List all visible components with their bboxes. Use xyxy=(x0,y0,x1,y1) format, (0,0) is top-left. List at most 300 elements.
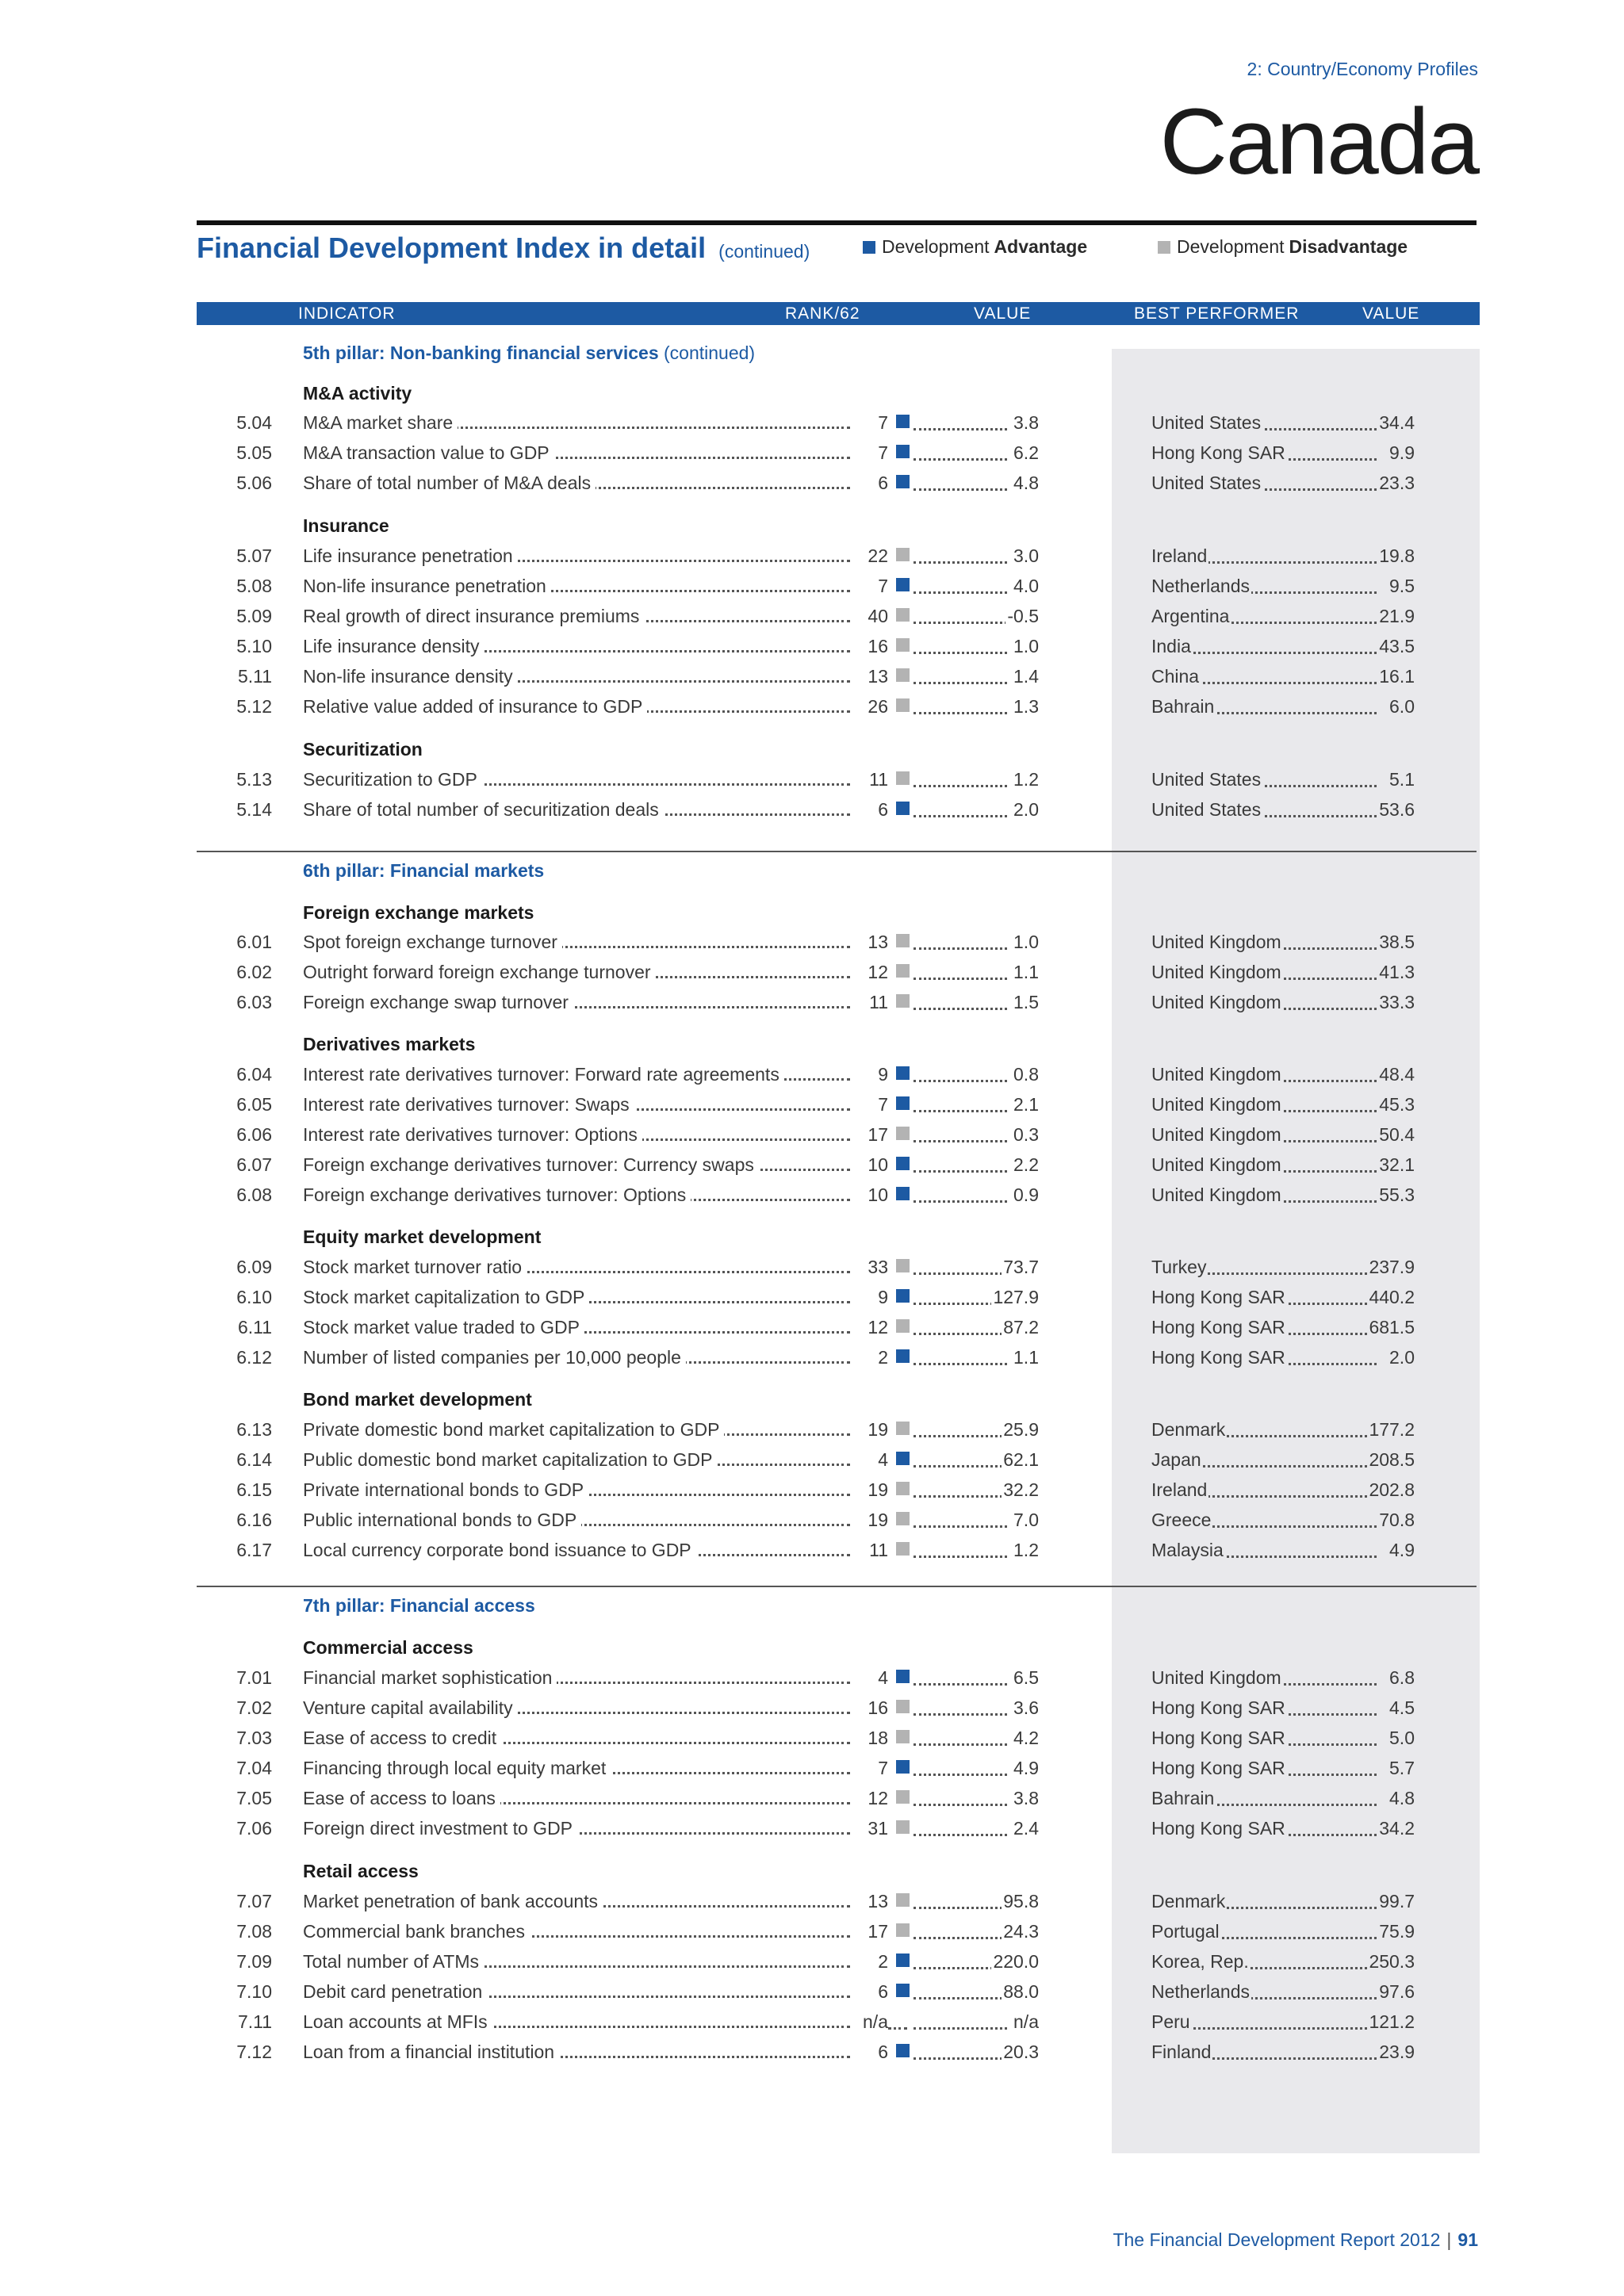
advantage-square-icon xyxy=(896,1096,910,1110)
table-row xyxy=(0,1782,1624,1812)
indicator-rank-cell xyxy=(303,576,888,597)
leader-dots xyxy=(914,1333,1007,1335)
indicator-code: 5.14 xyxy=(236,799,272,820)
leader-dots xyxy=(914,1937,1007,1939)
leader-dots xyxy=(914,682,1007,684)
indicator-value: 88.0 xyxy=(1003,1981,1039,2002)
group-heading: Equity market development xyxy=(303,1226,542,1247)
indicator-value: 3.6 xyxy=(1013,1697,1039,1718)
indicator-rank: 7 xyxy=(852,412,888,434)
best-performer-name: United States xyxy=(1151,769,1262,790)
table-row xyxy=(0,1089,1624,1119)
footer-divider: | xyxy=(1446,2229,1452,2250)
table-row xyxy=(0,1504,1624,1534)
table-row xyxy=(0,437,1624,467)
legend-advantage-prefix: Development xyxy=(882,236,990,257)
best-performer-name: United Kingdom xyxy=(1151,1094,1281,1115)
leader-dots xyxy=(914,1834,1007,1836)
indicator-rank: n/a xyxy=(852,2011,888,2033)
indicator-label: Private domestic bond market capitalization to GDP xyxy=(303,1419,724,1440)
indicator-rank: 19 xyxy=(852,1510,888,1531)
pillar-separator xyxy=(197,851,1477,852)
indicator-label: Stock market turnover ratio xyxy=(303,1257,527,1277)
best-performer-name: Greece xyxy=(1151,1510,1212,1530)
leader-dots xyxy=(914,712,1007,714)
group-heading: Derivatives markets xyxy=(303,1034,476,1054)
best-performer-cell xyxy=(1151,1667,1415,1689)
table-row xyxy=(0,1885,1624,1915)
indicator-value: 25.9 xyxy=(1003,1419,1039,1440)
indicator-rank-cell xyxy=(303,932,888,953)
table-row xyxy=(0,1281,1624,1311)
leader-dots xyxy=(914,561,1007,564)
table-row xyxy=(0,2036,1624,2066)
indicator-label: Public domestic bond market capitalization to GDP xyxy=(303,1449,717,1470)
indicator-rank: 16 xyxy=(852,1697,888,1719)
indicator-code: 7.11 xyxy=(237,2011,272,2032)
indicator-rank: 11 xyxy=(852,1540,888,1561)
best-performer-cell xyxy=(1151,1257,1415,1278)
pillar-title-text: 5th pillar: Non-banking financial services xyxy=(303,342,659,363)
best-performer-cell xyxy=(1151,576,1415,597)
best-performer-value: 48.4 xyxy=(1379,1064,1415,1085)
table-row xyxy=(0,1444,1624,1474)
indicator-rank-cell xyxy=(303,1419,888,1441)
indicator-rank: 11 xyxy=(852,992,888,1013)
leader-dots xyxy=(914,652,1007,654)
indicator-value: 62.1 xyxy=(1003,1449,1039,1470)
best-performer-cell xyxy=(1151,1921,1415,1942)
indicator-rank-cell xyxy=(303,1064,888,1085)
indicator-label: Commercial bank branches xyxy=(303,1921,530,1942)
best-performer-cell xyxy=(1151,1510,1415,1531)
indicator-code: 5.11 xyxy=(237,666,272,687)
indicator-value: 2.1 xyxy=(1013,1094,1039,1115)
best-performer-cell xyxy=(1151,696,1415,718)
leader-dots xyxy=(914,1556,1007,1558)
table-row xyxy=(0,467,1624,497)
indicator-rank-cell xyxy=(303,1317,888,1338)
indicator-rank-cell xyxy=(303,1347,888,1368)
table-row xyxy=(0,600,1624,630)
table-row xyxy=(0,763,1624,794)
indicator-label: Foreign exchange derivatives turnover: Options xyxy=(303,1184,691,1205)
indicator-label: Life insurance density xyxy=(303,636,484,656)
best-performer-name: United Kingdom xyxy=(1151,1184,1281,1205)
best-performer-cell xyxy=(1151,992,1415,1013)
best-performer-cell xyxy=(1151,1317,1415,1338)
disadvantage-square-icon xyxy=(896,1482,910,1495)
best-performer-value: 34.2 xyxy=(1379,1818,1415,1839)
table-row xyxy=(0,1946,1624,1976)
best-performer-name: Hong Kong SAR xyxy=(1151,1347,1285,1368)
indicator-rank-cell xyxy=(303,1788,888,1809)
disadvantage-square-icon xyxy=(896,1542,910,1556)
best-performer-cell xyxy=(1151,1449,1415,1471)
best-performer-value: 5.7 xyxy=(1389,1758,1415,1778)
advantage-square-icon xyxy=(896,1066,910,1080)
indicator-rank: 22 xyxy=(852,545,888,567)
indicator-code: 7.04 xyxy=(236,1758,272,1778)
indicator-code: 6.02 xyxy=(236,962,272,982)
indicator-rank: 12 xyxy=(852,1788,888,1809)
indicator-rank-cell xyxy=(303,1891,888,1912)
leader-dots xyxy=(914,1170,1007,1173)
table-row xyxy=(0,926,1624,956)
indicator-rank-cell xyxy=(303,962,888,983)
disadvantage-square-icon xyxy=(896,668,910,682)
table-row xyxy=(0,1414,1624,1444)
best-performer-cell xyxy=(1151,1419,1415,1441)
table-row xyxy=(0,407,1624,437)
best-performer-name: Ireland xyxy=(1151,545,1208,566)
indicator-value: 127.9 xyxy=(993,1287,1039,1307)
best-performer-name: Turkey xyxy=(1151,1257,1207,1277)
best-performer-value: 2.0 xyxy=(1389,1347,1415,1368)
best-performer-name: United Kingdom xyxy=(1151,1064,1281,1085)
best-performer-value: 5.0 xyxy=(1389,1728,1415,1748)
leader-dots xyxy=(914,815,1007,817)
best-performer-value: 250.3 xyxy=(1369,1951,1415,1972)
table-row xyxy=(0,1179,1624,1209)
indicator-rank: 9 xyxy=(852,1287,888,1308)
advantage-square-icon xyxy=(896,1954,910,1967)
best-performer-name: Ireland xyxy=(1151,1479,1208,1500)
table-row xyxy=(0,1812,1624,1843)
indicator-rank: 6 xyxy=(852,1981,888,2003)
table-row xyxy=(0,1149,1624,1179)
best-performer-name: Peru xyxy=(1151,2011,1190,2032)
indicator-label: Stock market value traded to GDP xyxy=(303,1317,584,1337)
indicator-rank: 17 xyxy=(852,1124,888,1146)
best-performer-value: 4.9 xyxy=(1389,1540,1415,1560)
indicator-label: Non-life insurance penetration xyxy=(303,576,551,596)
indicator-rank: 16 xyxy=(852,636,888,657)
best-performer-value: 33.3 xyxy=(1379,992,1415,1012)
table-title xyxy=(197,232,810,265)
best-performer-name: Japan xyxy=(1151,1449,1201,1470)
table-row xyxy=(0,1692,1624,1722)
indicator-rank-cell xyxy=(303,1510,888,1531)
best-performer-cell xyxy=(1151,799,1415,821)
best-performer-name: Hong Kong SAR xyxy=(1151,1758,1285,1778)
indicator-label: M&A market share xyxy=(303,412,458,433)
indicator-code: 7.07 xyxy=(236,1891,272,1911)
legend-advantage xyxy=(863,236,1087,258)
section-title: 2: Country/Economy Profiles xyxy=(1247,59,1478,79)
indicator-code: 5.05 xyxy=(236,442,272,463)
indicator-value: 2.2 xyxy=(1013,1154,1039,1175)
disadvantage-square-icon xyxy=(896,1700,910,1713)
indicator-code: 5.07 xyxy=(236,545,272,566)
indicator-label: Market penetration of bank accounts xyxy=(303,1891,603,1911)
pillar-title xyxy=(303,342,755,364)
best-performer-value: 23.3 xyxy=(1379,473,1415,493)
indicator-rank-cell xyxy=(303,1981,888,2003)
best-performer-name: Denmark xyxy=(1151,1419,1226,1440)
best-performer-name: United States xyxy=(1151,412,1262,433)
indicator-value: 4.2 xyxy=(1013,1728,1039,1748)
indicator-code: 6.15 xyxy=(236,1479,272,1500)
best-performer-name: Bahrain xyxy=(1151,696,1215,717)
disadvantage-square-icon xyxy=(896,608,910,622)
indicator-rank: 18 xyxy=(852,1728,888,1749)
best-performer-cell xyxy=(1151,666,1415,687)
best-performer-name: United Kingdom xyxy=(1151,962,1281,982)
advantage-square-icon xyxy=(896,1157,910,1170)
best-performer-value: 440.2 xyxy=(1369,1287,1415,1307)
indicator-code: 6.04 xyxy=(236,1064,272,1085)
indicator-rank-cell xyxy=(303,1094,888,1115)
best-performer-cell xyxy=(1151,1697,1415,1719)
pillar-separator xyxy=(197,1586,1477,1587)
leader-dots xyxy=(914,1713,1007,1716)
best-performer-value: 53.6 xyxy=(1379,799,1415,820)
indicator-rank: 7 xyxy=(852,442,888,464)
best-performer-cell xyxy=(1151,2011,1415,2033)
best-performer-value: 50.4 xyxy=(1379,1124,1415,1145)
indicator-rank-cell xyxy=(303,1667,888,1689)
column-header-rank: RANK/62 xyxy=(785,304,860,323)
table-title-text: Financial Development Index in detail xyxy=(197,232,707,264)
leader-dots xyxy=(914,1774,1007,1776)
best-performer-name: Argentina xyxy=(1151,606,1230,626)
indicator-code: 7.08 xyxy=(236,1921,272,1942)
table-row xyxy=(0,630,1624,660)
indicator-code: 6.06 xyxy=(236,1124,272,1145)
indicator-rank: 31 xyxy=(852,1818,888,1839)
advantage-square-icon xyxy=(896,1984,910,1997)
group-heading: Retail access xyxy=(303,1861,419,1881)
best-performer-value: 6.8 xyxy=(1389,1667,1415,1688)
indicator-rank-cell xyxy=(303,1479,888,1501)
best-performer-cell xyxy=(1151,1951,1415,1973)
indicator-code: 7.09 xyxy=(236,1951,272,1972)
best-performer-cell xyxy=(1151,606,1415,627)
leader-dots xyxy=(914,1110,1007,1112)
group-heading: M&A activity xyxy=(303,383,412,404)
best-performer-name: Hong Kong SAR xyxy=(1151,1818,1285,1839)
indicator-rank: 19 xyxy=(852,1419,888,1441)
indicator-value: 1.0 xyxy=(1013,636,1039,656)
indicator-value: n/a xyxy=(1013,2011,1039,2032)
leader-dots xyxy=(914,1907,1007,1909)
pillar-title-text: 6th pillar: Financial markets xyxy=(303,860,545,881)
best-performer-cell xyxy=(1151,1981,1415,2003)
best-performer-value: 202.8 xyxy=(1369,1479,1415,1500)
indicator-label: Interest rate derivatives turnover: Forward rate agreements xyxy=(303,1064,784,1085)
indicator-code: 6.13 xyxy=(236,1419,272,1440)
indicator-label: Share of total number of M&A deals xyxy=(303,473,596,493)
indicator-value: 3.8 xyxy=(1013,412,1039,433)
indicator-label: Spot foreign exchange turnover xyxy=(303,932,562,952)
best-performer-value: 19.8 xyxy=(1379,545,1415,566)
leader-dots xyxy=(914,978,1007,980)
best-performer-name: China xyxy=(1151,666,1200,687)
leader-dots xyxy=(914,591,1007,594)
indicator-rank: 13 xyxy=(852,1891,888,1912)
disadvantage-square-icon xyxy=(896,994,910,1008)
best-performer-cell xyxy=(1151,2042,1415,2063)
indicator-label: Venture capital availability xyxy=(303,1697,518,1718)
legend-disadvantage xyxy=(1158,236,1408,258)
leader-dots xyxy=(914,1080,1007,1082)
indicator-label: M&A transaction value to GDP xyxy=(303,442,554,463)
indicator-label: Total number of ATMs xyxy=(303,1951,484,1972)
indicator-label: Local currency corporate bond issuance to GDP xyxy=(303,1540,696,1560)
best-performer-name: Hong Kong SAR xyxy=(1151,1728,1285,1748)
page-number: 91 xyxy=(1457,2229,1478,2250)
advantage-square-icon xyxy=(896,802,910,815)
indicator-value: 1.3 xyxy=(1013,696,1039,717)
best-performer-cell xyxy=(1151,1184,1415,1206)
indicator-rank-cell xyxy=(303,545,888,567)
table-row xyxy=(0,1058,1624,1089)
indicator-rank-cell xyxy=(303,1257,888,1278)
advantage-square-icon xyxy=(896,1760,910,1774)
leader-dots xyxy=(914,1495,1007,1498)
table-row xyxy=(0,1341,1624,1372)
best-performer-name: India xyxy=(1151,636,1191,656)
indicator-rank-cell xyxy=(303,992,888,1013)
table-row xyxy=(0,570,1624,600)
indicator-label: Real growth of direct insurance premiums xyxy=(303,606,644,626)
best-performer-name: Netherlands xyxy=(1151,576,1251,596)
leader-dots xyxy=(914,1683,1007,1686)
disadvantage-square-icon xyxy=(896,1512,910,1525)
indicator-value: 1.1 xyxy=(1013,962,1039,982)
indicator-code: 7.06 xyxy=(236,1818,272,1839)
best-performer-name: United Kingdom xyxy=(1151,932,1281,952)
indicator-value: 1.2 xyxy=(1013,769,1039,790)
indicator-rank: 12 xyxy=(852,962,888,983)
indicator-rank: 6 xyxy=(852,473,888,494)
best-performer-value: 9.5 xyxy=(1389,576,1415,596)
best-performer-value: 97.6 xyxy=(1379,1981,1415,2002)
indicator-code: 6.10 xyxy=(236,1287,272,1307)
leader-dots xyxy=(914,428,1007,430)
best-performer-value: 4.5 xyxy=(1389,1697,1415,1718)
legend-advantage-bold: Advantage xyxy=(994,236,1088,257)
indicator-rank: 10 xyxy=(852,1184,888,1206)
indicator-rank: 12 xyxy=(852,1317,888,1338)
indicator-code: 7.12 xyxy=(236,2042,272,2062)
indicator-label: Ease of access to loans xyxy=(303,1788,500,1808)
indicator-value: 73.7 xyxy=(1003,1257,1039,1277)
indicator-rank-cell xyxy=(303,1449,888,1471)
best-performer-value: 23.9 xyxy=(1379,2042,1415,2062)
indicator-value: 87.2 xyxy=(1003,1317,1039,1337)
indicator-code: 7.03 xyxy=(236,1728,272,1748)
leader-dots xyxy=(914,1435,1007,1437)
best-performer-value: 70.8 xyxy=(1379,1510,1415,1530)
indicator-code: 5.10 xyxy=(236,636,272,656)
best-performer-cell xyxy=(1151,1479,1415,1501)
pillar-title-text: 7th pillar: Financial access xyxy=(303,1595,535,1616)
group-heading: Bond market development xyxy=(303,1389,532,1410)
column-header-best-performer: BEST PERFORMER xyxy=(1134,304,1300,323)
indicator-value: 4.0 xyxy=(1013,576,1039,596)
indicator-code: 5.08 xyxy=(236,576,272,596)
leader-dots xyxy=(914,2057,1007,2060)
indicator-label: Life insurance penetration xyxy=(303,545,518,566)
best-performer-cell xyxy=(1151,769,1415,790)
indicator-rank-cell xyxy=(303,1540,888,1561)
best-performer-cell xyxy=(1151,636,1415,657)
leader-dots xyxy=(914,622,1007,624)
best-performer-value: 75.9 xyxy=(1379,1921,1415,1942)
indicator-value: 1.4 xyxy=(1013,666,1039,687)
group-heading: Insurance xyxy=(303,515,389,536)
table-row xyxy=(0,986,1624,1016)
indicator-value: 24.3 xyxy=(1003,1921,1039,1942)
leader-dots xyxy=(914,1363,1007,1365)
indicator-rank: 40 xyxy=(852,606,888,627)
indicator-code: 5.12 xyxy=(236,696,272,717)
indicator-code: 5.04 xyxy=(236,412,272,433)
best-performer-value: 99.7 xyxy=(1379,1891,1415,1911)
indicator-value: 1.2 xyxy=(1013,1540,1039,1560)
best-performer-name: United Kingdom xyxy=(1151,1154,1281,1175)
disadvantage-square-icon xyxy=(896,1259,910,1272)
group-heading: Securitization xyxy=(303,739,423,760)
table-row xyxy=(0,1976,1624,2006)
leader-dots xyxy=(914,947,1007,950)
disadvantage-square-icon xyxy=(896,934,910,947)
advantage-square-icon xyxy=(896,1452,910,1465)
indicator-rank: 7 xyxy=(852,1094,888,1115)
best-performer-cell xyxy=(1151,1818,1415,1839)
pillar-title xyxy=(303,1595,535,1617)
indicator-rank: 6 xyxy=(852,2042,888,2063)
best-performer-name: Hong Kong SAR xyxy=(1151,442,1285,463)
disadvantage-square-icon xyxy=(896,698,910,712)
indicator-rank-cell xyxy=(303,1728,888,1749)
indicator-label: Share of total number of securitization deals xyxy=(303,799,664,820)
indicator-code: 5.09 xyxy=(236,606,272,626)
table-row xyxy=(0,1251,1624,1281)
advantage-square-icon xyxy=(896,1289,910,1303)
table-row xyxy=(0,691,1624,721)
best-performer-name: Hong Kong SAR xyxy=(1151,1287,1285,1307)
page-footer xyxy=(1113,2229,1478,2251)
leader-dots xyxy=(914,1140,1007,1142)
best-performer-cell xyxy=(1151,1124,1415,1146)
advantage-square-icon xyxy=(896,1187,910,1200)
table-row xyxy=(0,1915,1624,1946)
indicator-rank-cell xyxy=(303,799,888,821)
indicator-rank-cell xyxy=(303,1154,888,1176)
best-performer-name: United States xyxy=(1151,799,1262,820)
leader-dots xyxy=(914,1804,1007,1806)
indicator-rank-cell xyxy=(303,1287,888,1308)
advantage-square-icon xyxy=(896,578,910,591)
indicator-label: Outright forward foreign exchange turnover xyxy=(303,962,656,982)
table-row xyxy=(0,540,1624,570)
best-performer-cell xyxy=(1151,1758,1415,1779)
disadvantage-swatch-icon xyxy=(1158,241,1170,254)
best-performer-cell xyxy=(1151,412,1415,434)
indicator-rank-cell xyxy=(303,412,888,434)
disadvantage-square-icon xyxy=(896,1127,910,1140)
leader-dots xyxy=(914,1465,1007,1468)
advantage-square-icon xyxy=(896,2044,910,2057)
table-row xyxy=(0,794,1624,824)
indicator-rank-cell xyxy=(303,696,888,718)
best-performer-value: 6.0 xyxy=(1389,696,1415,717)
leader-dots xyxy=(888,2027,907,2030)
best-performer-value: 5.1 xyxy=(1389,769,1415,790)
